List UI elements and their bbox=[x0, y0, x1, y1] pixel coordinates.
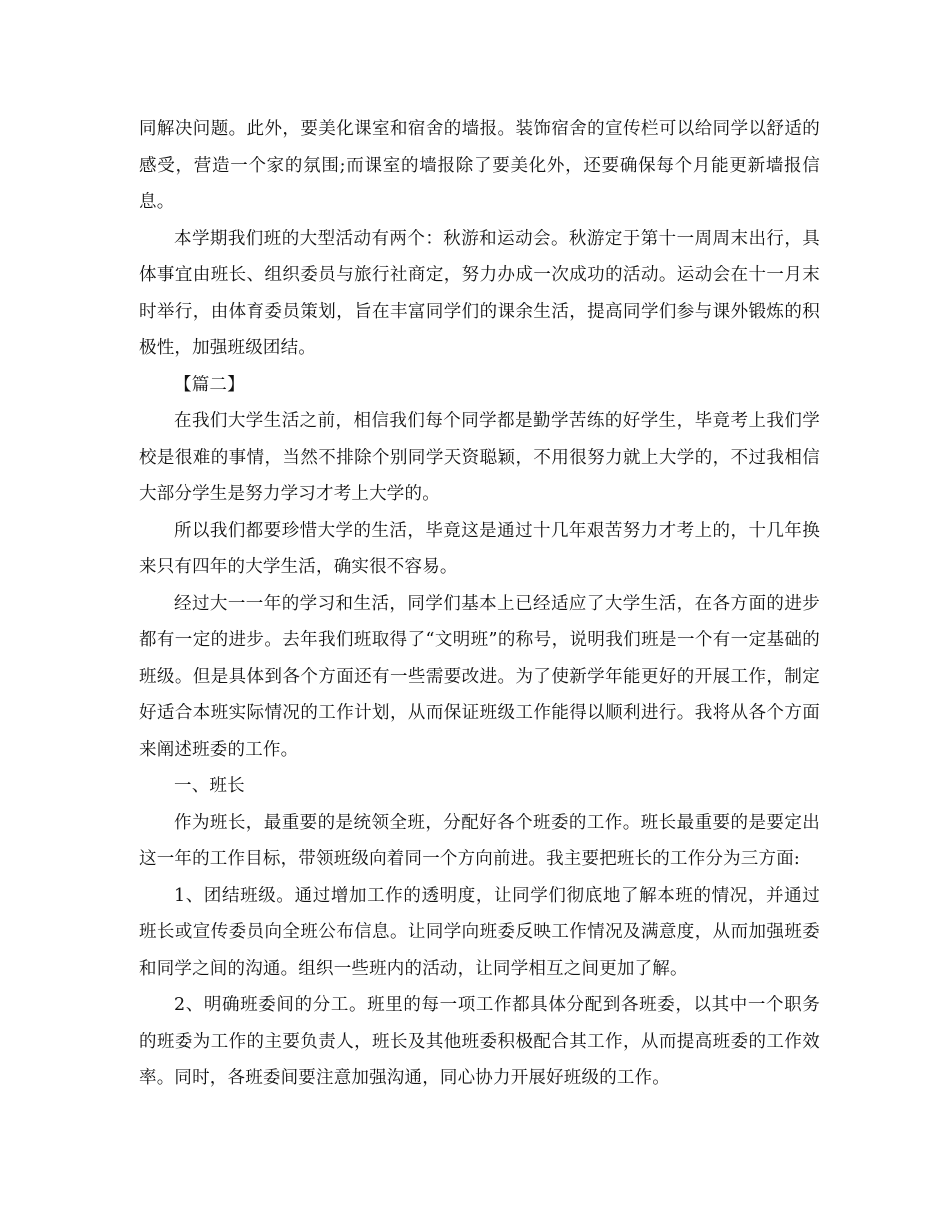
paragraph-continuation: 同解决问题。此外，要美化课室和宿舍的墙报。装饰宿舍的宣传栏可以给同学以舒适的感受，营造一个家的氛围;而课室的墙报除了要美化外，还要确保每个月能更新墙报信息。 bbox=[139, 119, 820, 212]
paragraph-activities: 本学期我们班的大型活动有两个：秋游和运动会。秋游定于第十一周周末出行，具体事宜由班长、组织委员与旅行社商定，努力办成一次成功的活动。运动会在十一月末时举行，由体育委员策划，旨在丰富同学们的课余生活，提高同学们参与课外锻炼的积极性，加强班级团结。 bbox=[139, 228, 820, 358]
paragraph-monitor-role: 作为班长，最重要的是统领全班，分配好各个班委的工作。班长最重要的是要定出这一年的工作目标，带领班级向着同一个方向前进。我主要把班长的工作分为三方面: bbox=[139, 812, 820, 869]
paragraph-progress: 经过大一一年的学习和生活，同学们基本上已经适应了大学生活，在各方面的进步都有一定的进步。去年我们班取得了“文明班”的称号，说明我们班是一个有一定基础的班级。但是具体到各个方面还有一些需要改进。为了使新学年能更好的开展工作，制定好适合本班实际情况的工作计划，从而保证班级工作能得以顺利进行。我将从各个方面来阐述班委的工作。 bbox=[139, 593, 820, 760]
paragraph-cherish: 所以我们都要珍惜大学的生活，毕竟这是通过十几年艰苦努力才考上的，十几年换来只有四年的大学生活，确实很不容易。 bbox=[139, 520, 820, 577]
section-heading-part-two: 【篇二】 bbox=[174, 374, 245, 395]
list-item-division-of-work: 2、明确班委间的分工。班里的每一项工作都具体分配到各班委，以其中一个职务的班委为工作的主要负责人，班长及其他班委积极配合其工作，从而提高班委的工作效率。同时，各班委间要注意加强沟通，同心协力开展好班级的工作。 bbox=[139, 995, 820, 1088]
list-item-unite-class: 1、团结班级。通过增加工作的透明度，让同学们彻底地了解本班的情况，并通过班长或宣传委员向全班公布信息。让同学向班委反映工作情况及满意度，从而加强班委和同学之间的沟通。组织一些班内的活动，让同学相互之间更加了解。 bbox=[139, 885, 820, 979]
paragraph-intro: 在我们大学生活之前，相信我们每个同学都是勤学苦练的好学生，毕竟考上我们学校是很难的事情，当然不排除个别同学天资聪颖，不用很努力就上大学的，不过我相信大部分学生是努力学习才考上大学的。 bbox=[139, 411, 820, 504]
subheading-monitor: 一、班长 bbox=[174, 776, 245, 796]
document-page bbox=[139, 111, 820, 1097]
